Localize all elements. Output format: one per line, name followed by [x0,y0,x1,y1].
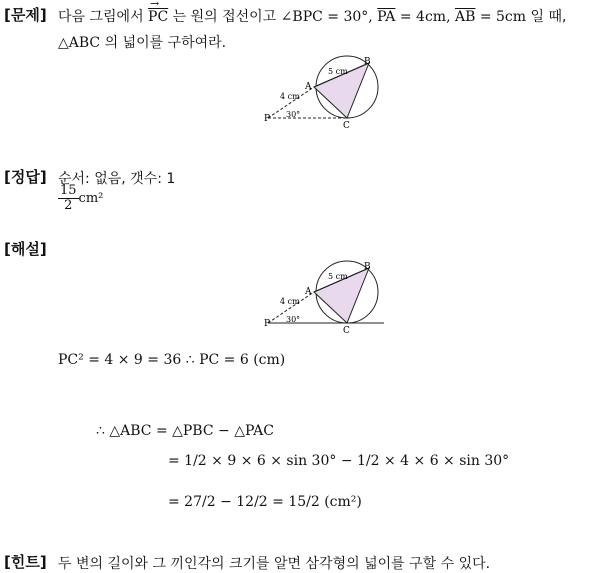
label-b: B [364,262,371,272]
label-ab-length: 5 cm [328,67,348,76]
answer-tag: [정답] [4,168,47,186]
vector-arrow-icon: → [150,0,160,10]
label-p: P [264,114,271,124]
label-b: B [364,57,371,67]
problem-tag: [문제] [4,6,47,24]
answer-value: $\frac{15}{2}$ cm² [60,183,104,213]
problem-figure [262,55,392,130]
solution-equation-2b: = 1/2 × 9 × 6 × sin 30° − 1/2 × 4 × 6 × sin 30° [168,453,510,469]
label-c: C [343,326,350,336]
answer-order-count: 순서: 없음, 갯수: 1 [58,171,176,187]
label-p: P [264,319,271,329]
hint-tag: [힌트] [4,553,47,571]
solution-tag: [해설] [4,240,47,258]
label-angle: 30° [286,315,301,324]
pc-vector-label: $\overline{PC}$ [148,9,169,25]
hint-text: 두 변의 길이와 그 끼인각의 크기를 알면 삼각형의 넓이를 구할 수 있다. [58,556,491,572]
label-c: C [343,121,350,130]
problem-line-2: △ABC 의 넓이를 구하여라. [58,35,227,51]
solution-equation-2c: = 27/2 − 12/2 = 15/2 (cm²) [168,494,362,510]
label-a: A [305,82,312,92]
label-pa-length: 4 cm [280,92,300,101]
label-a: A [305,287,312,297]
solution-equation-2a: ∴ △ABC = △PBC − △PAC [96,423,274,439]
label-ab-length: 5 cm [328,272,348,281]
solution-figure [262,260,388,340]
problem-line-1: 다음 그림에서 $\overline{PC}$ → 는 원의 접선이고 ∠BPC = 30°, $\overline{PA} = 4cm$, $\overline{AB} = 5cm$ 일 때, [58,6,566,26]
answer-fraction: $\frac{15}{2}$ [60,183,77,213]
label-pa-length: 4 cm [280,297,300,306]
solution-equation-1: PC² = 4 × 9 = 36 ∴ PC = 6 (cm) [58,352,286,368]
label-angle: 30° [286,110,301,119]
